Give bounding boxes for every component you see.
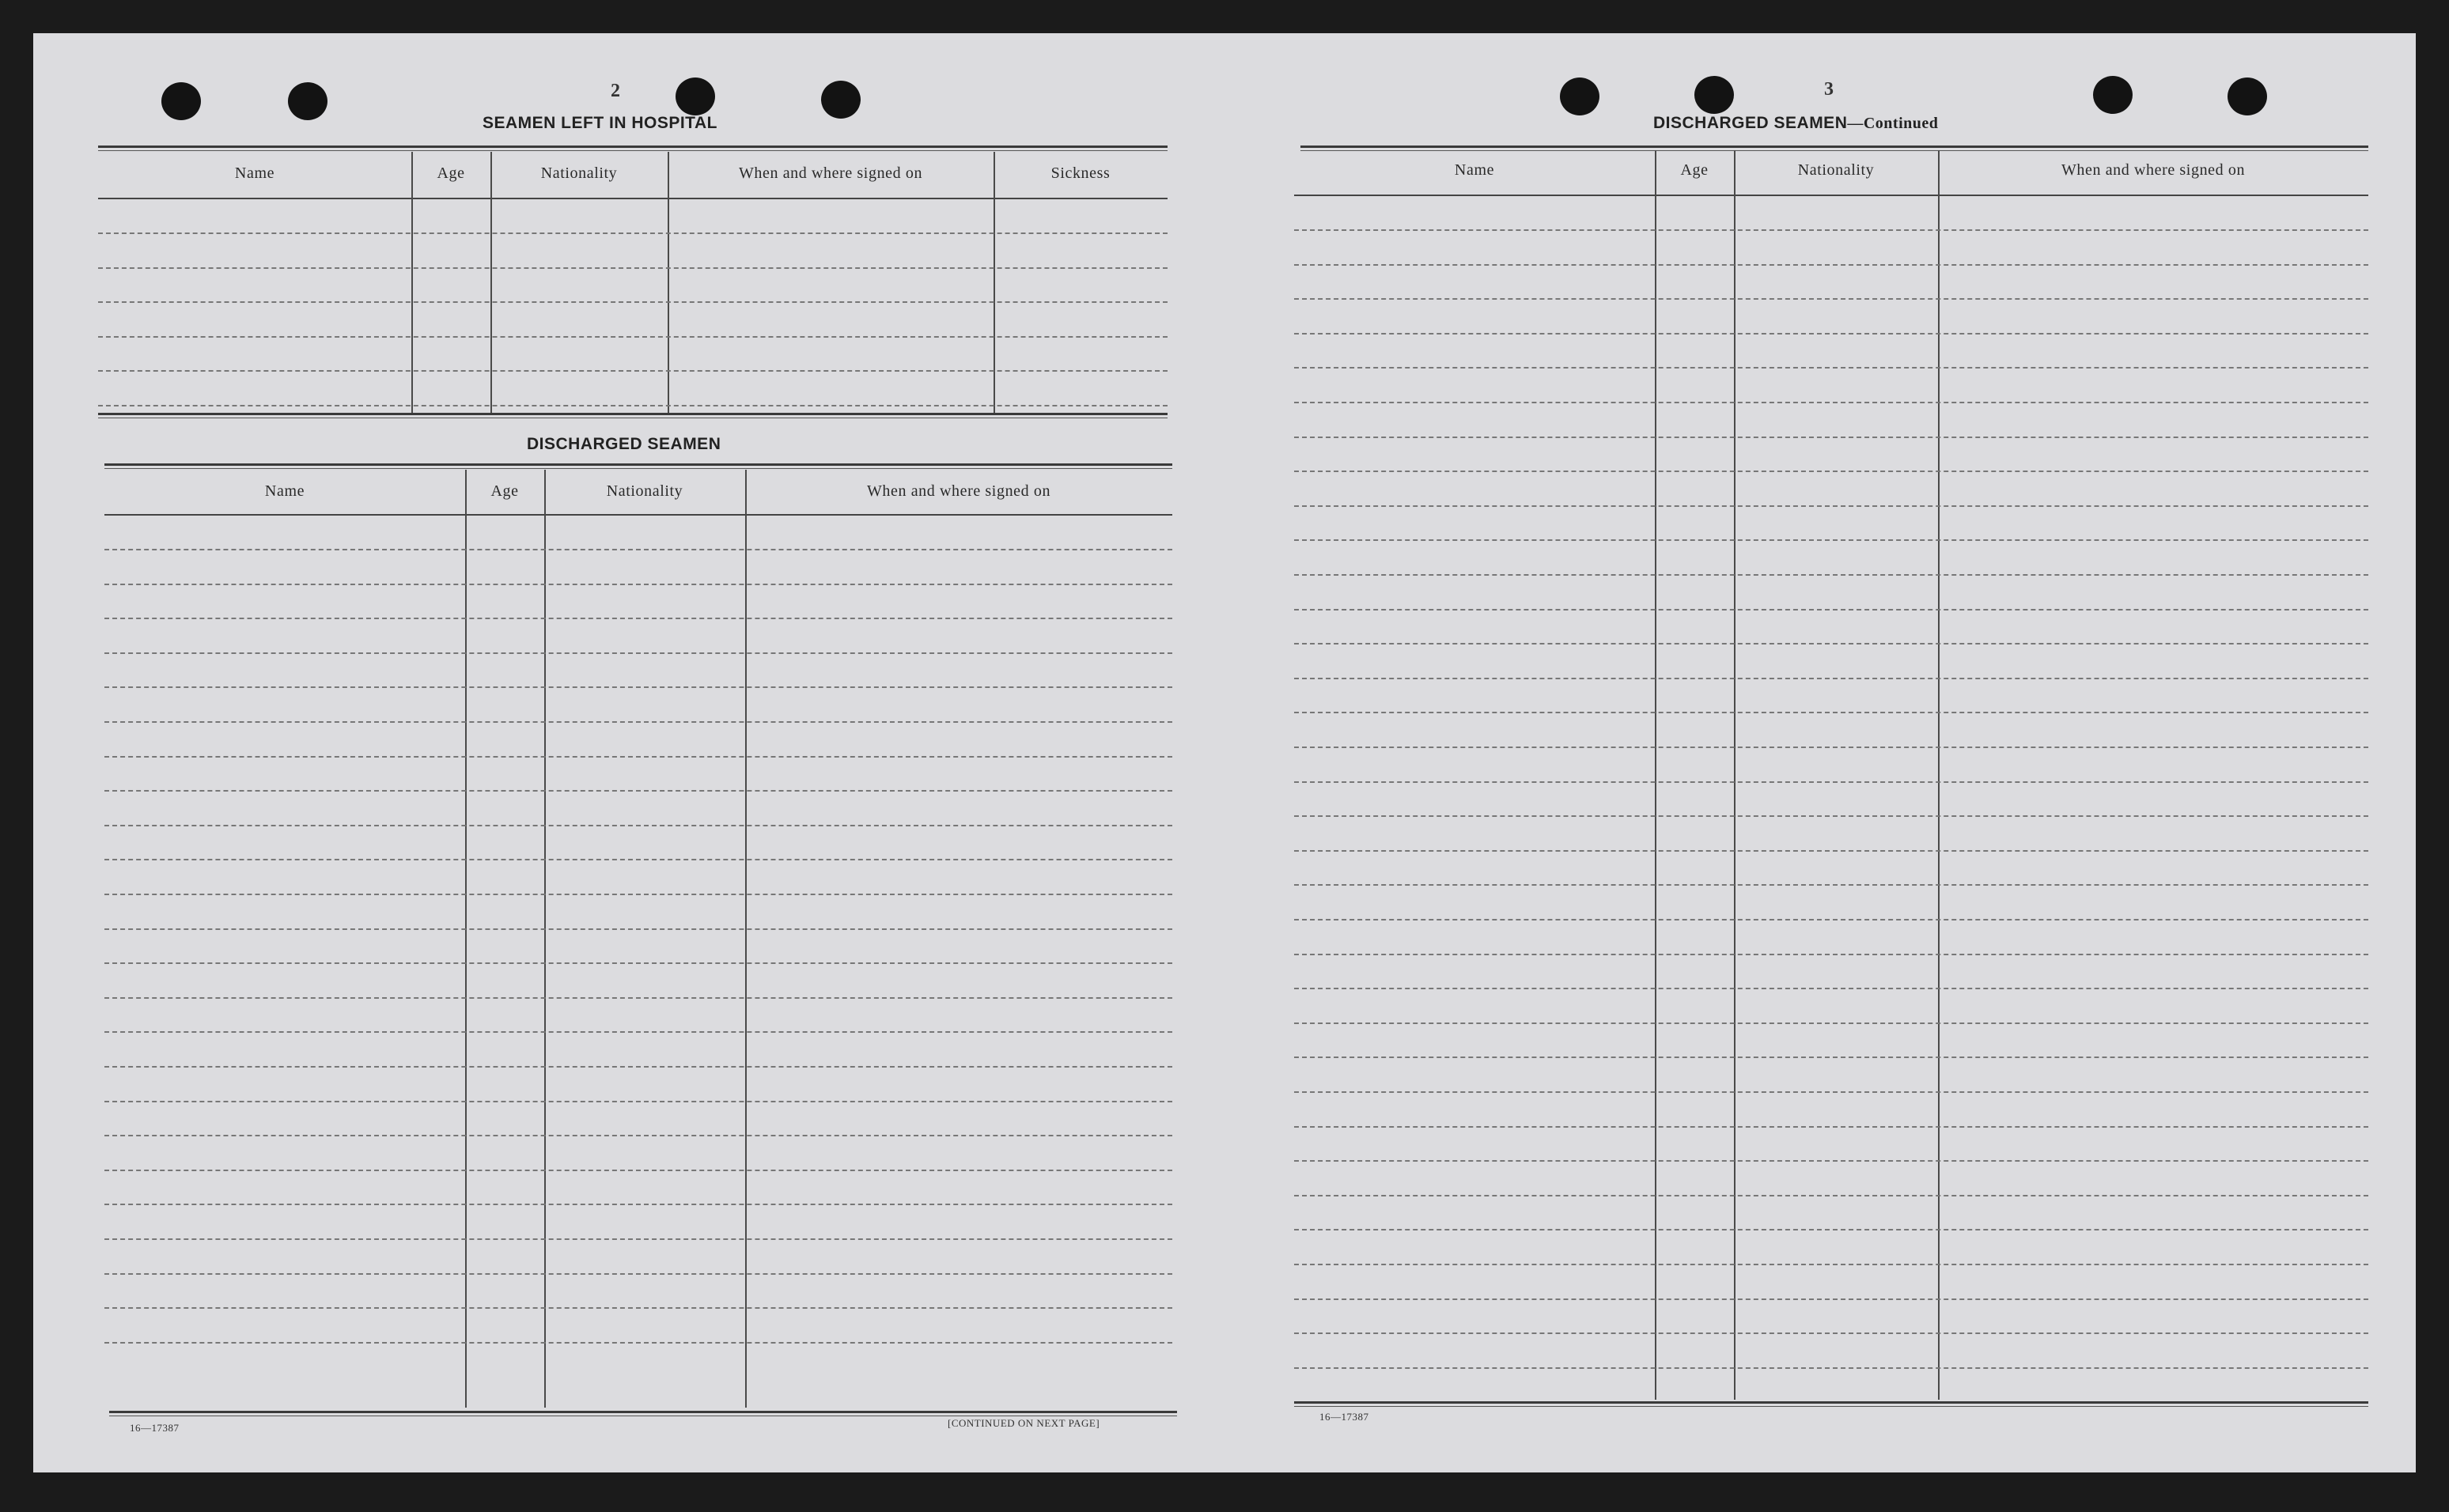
- blank-entry-line: [104, 962, 1172, 964]
- blank-entry-line: [98, 232, 1168, 234]
- col-header-signed-on: When and where signed on: [866, 482, 1051, 500]
- blank-entry-line: [104, 1238, 1172, 1240]
- blank-entry-line: [104, 1031, 1172, 1033]
- column-divider: [1655, 150, 1656, 1400]
- blank-entry-line: [104, 894, 1172, 895]
- blank-entry-line: [1294, 712, 2368, 713]
- punch-hole: [2228, 77, 2267, 115]
- blank-entry-line: [1294, 988, 2368, 989]
- blank-entry-line: [1294, 850, 2368, 852]
- blank-entry-line: [1294, 609, 2368, 610]
- blank-entry-line: [1294, 539, 2368, 541]
- blank-entry-line: [1294, 402, 2368, 403]
- blank-entry-line: [104, 686, 1172, 688]
- punch-hole: [821, 81, 861, 119]
- hospital-top-rule: [98, 146, 1168, 148]
- column-divider: [490, 152, 492, 413]
- col-header-nationality: Nationality: [1797, 161, 1875, 179]
- column-divider: [994, 152, 995, 413]
- discharged-table: [104, 470, 1172, 1408]
- col-header-age: Age: [1680, 161, 1709, 179]
- blank-entry-line: [104, 1135, 1172, 1136]
- blank-entry-line: [1294, 954, 2368, 955]
- continued-note: [CONTINUED ON NEXT PAGE]: [948, 1417, 1100, 1429]
- blank-entry-line: [104, 997, 1172, 999]
- discharged-continued-title-main: DISCHARGED SEAMEN: [1653, 114, 1848, 132]
- punch-hole: [1560, 77, 1599, 115]
- blank-entry-line: [104, 1342, 1172, 1344]
- col-header-name: Name: [234, 164, 275, 182]
- column-divider: [668, 152, 669, 413]
- blank-entry-line: [1294, 919, 2368, 920]
- discharged-section-title: DISCHARGED SEAMEN: [527, 435, 721, 453]
- blank-entry-line: [1294, 1057, 2368, 1058]
- form-code-left: 16—17387: [130, 1422, 180, 1434]
- blank-entry-line: [1294, 437, 2368, 438]
- blank-entry-line: [1294, 333, 2368, 335]
- blank-entry-line: [1294, 1332, 2368, 1334]
- blank-entry-line: [104, 721, 1172, 723]
- right-top-rule: [1300, 146, 2368, 148]
- blank-entry-line: [1294, 747, 2368, 748]
- col-header-age: Age: [437, 164, 465, 182]
- blank-entry-line: [1294, 1022, 2368, 1024]
- punch-hole: [161, 82, 201, 120]
- punch-hole: [288, 82, 327, 120]
- column-divider: [1938, 150, 1940, 1400]
- blank-entry-line: [1294, 574, 2368, 576]
- blank-entry-line: [104, 652, 1172, 654]
- blank-entry-line: [1294, 264, 2368, 266]
- blank-entry-line: [104, 859, 1172, 860]
- page-number-left: 2: [611, 81, 620, 101]
- blank-entry-line: [1294, 1298, 2368, 1300]
- blank-entry-line: [98, 370, 1168, 372]
- blank-entry-line: [104, 825, 1172, 826]
- blank-entry-line: [1294, 1264, 2368, 1265]
- col-header-name: Name: [264, 482, 305, 500]
- punch-hole: [676, 77, 715, 115]
- blank-entry-line: [1294, 1195, 2368, 1196]
- blank-entry-line: [104, 1101, 1172, 1102]
- blank-entry-line: [98, 267, 1168, 269]
- blank-entry-line: [98, 405, 1168, 406]
- blank-entry-line: [104, 928, 1172, 930]
- discharged-bottom-rule: [109, 1411, 1177, 1413]
- blank-entry-line: [1294, 678, 2368, 679]
- blank-entry-line: [1294, 1091, 2368, 1093]
- blank-entry-line: [1294, 505, 2368, 507]
- blank-entry-line: [104, 618, 1172, 619]
- blank-entry-line: [1294, 1126, 2368, 1128]
- discharged-top-rule: [104, 463, 1172, 466]
- blank-entry-line: [1294, 884, 2368, 886]
- blank-entry-line: [104, 756, 1172, 758]
- blank-entry-line: [1294, 815, 2368, 817]
- form-code-right: 16—17387: [1319, 1411, 1369, 1423]
- page-number-right: 3: [1824, 79, 1834, 100]
- col-header-sickness: Sickness: [1050, 164, 1111, 182]
- punch-hole: [2093, 76, 2133, 114]
- form-sheet: [33, 33, 2416, 1472]
- column-divider: [465, 470, 467, 1408]
- blank-entry-line: [104, 790, 1172, 792]
- blank-entry-line: [1294, 781, 2368, 783]
- right-bottom-rule: [1294, 1401, 2368, 1404]
- blank-entry-line: [1294, 1160, 2368, 1162]
- blank-entry-line: [98, 301, 1168, 303]
- blank-entry-line: [104, 1170, 1172, 1171]
- blank-entry-line: [104, 1066, 1172, 1068]
- col-header-signed-on: When and where signed on: [738, 164, 923, 182]
- blank-entry-line: [104, 584, 1172, 585]
- blank-entry-line: [104, 1273, 1172, 1275]
- blank-entry-line: [1294, 471, 2368, 472]
- column-divider: [1734, 150, 1735, 1400]
- blank-entry-line: [104, 549, 1172, 550]
- col-header-nationality: Nationality: [540, 164, 618, 182]
- col-header-age: Age: [490, 482, 519, 500]
- hospital-table: [98, 152, 1168, 413]
- col-header-signed-on: When and where signed on: [2061, 161, 2246, 179]
- blank-entry-line: [104, 1204, 1172, 1205]
- discharged-continued-title: [1653, 114, 1938, 133]
- col-header-name: Name: [1454, 161, 1495, 179]
- hospital-section-title: SEAMEN LEFT IN HOSPITAL: [483, 114, 717, 132]
- column-divider: [544, 470, 546, 1408]
- column-divider: [411, 152, 413, 413]
- blank-entry-line: [98, 336, 1168, 338]
- blank-entry-line: [1294, 229, 2368, 231]
- punch-hole: [1694, 76, 1734, 114]
- hospital-bottom-rule: [98, 413, 1168, 415]
- blank-entry-line: [1294, 1229, 2368, 1230]
- col-header-nationality: Nationality: [606, 482, 683, 500]
- discharged-continued-title-suffix: —Continued: [1847, 115, 1939, 132]
- blank-entry-line: [1294, 643, 2368, 644]
- discharged-continued-table: [1294, 150, 2368, 1400]
- blank-entry-line: [104, 1307, 1172, 1309]
- blank-entry-line: [1294, 298, 2368, 300]
- blank-entry-line: [1294, 367, 2368, 369]
- blank-entry-line: [1294, 1367, 2368, 1369]
- column-divider: [745, 470, 747, 1408]
